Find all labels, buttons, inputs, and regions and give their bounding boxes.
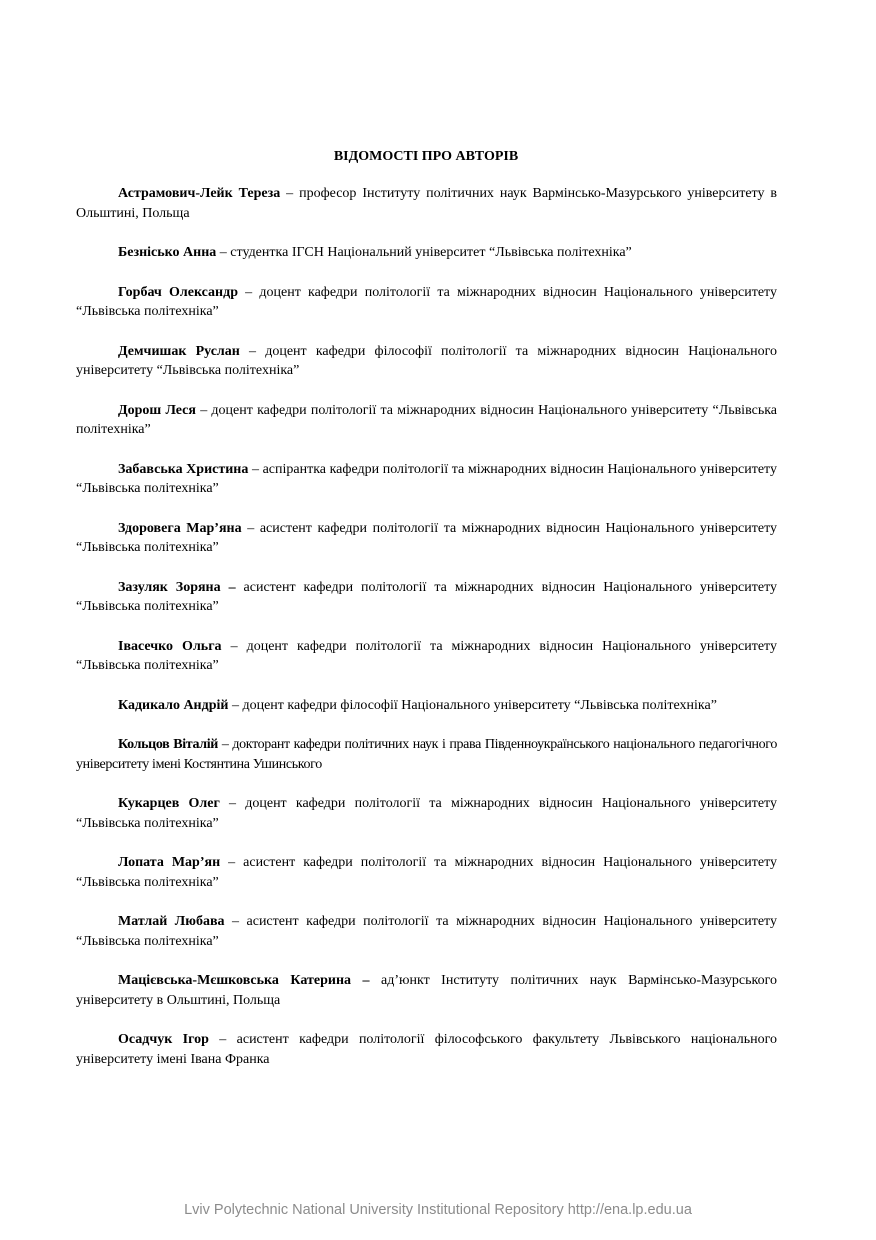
- author-description: асистент кафедри політології та міжнародних відносин Національного університету “Львівська політехніка”: [76, 579, 778, 614]
- author-name: Матлай Любава: [118, 914, 225, 929]
- separator: –: [221, 638, 247, 654]
- separator: [236, 580, 244, 595]
- separator: –: [208, 1032, 237, 1047]
- author-description: асистент кафедри політології та міжнародних відносин Національного університету “Львівська політехніка”: [76, 855, 778, 890]
- page-title: ВІДОМОСТІ ПРО АВТОРІВ: [333, 149, 519, 164]
- author-entry: [76, 696, 777, 716]
- author-name: Дорош Леся: [118, 402, 196, 418]
- author-entry: [76, 637, 777, 676]
- separator: –: [241, 520, 260, 536]
- author-entry: [76, 519, 777, 558]
- author-entry: [76, 283, 777, 322]
- author-entry: [76, 342, 777, 381]
- author-description: доцент кафедри політології та міжнародних відносин Національного університету “Львівська політехніка”: [76, 638, 777, 673]
- separator: –: [195, 402, 212, 418]
- author-name: Демчишак Руслан: [118, 343, 240, 359]
- author-name: Лопата Мар’ян: [118, 855, 221, 870]
- separator: –: [224, 914, 247, 929]
- author-name: Івасечко Ольга: [118, 638, 222, 654]
- authors-list: [76, 184, 777, 1089]
- author-entry: [76, 184, 777, 223]
- separator: –: [228, 697, 243, 713]
- author-description: студентка ІГСН Національний університет “Львівська політехніка”: [230, 245, 632, 260]
- author-entry: [76, 460, 777, 499]
- author-description: доцент кафедри політології та міжнародних відносин Національного університету “Львівська політехніка”: [76, 796, 777, 831]
- author-name: Горбач Олександр: [118, 284, 238, 300]
- author-name: Зазуляк Зоряна –: [118, 579, 236, 595]
- author-entry: [76, 243, 777, 263]
- author-description: асистент кафедри політології та міжнародних відносин Національного університету “Львівська політехніка”: [76, 520, 778, 555]
- author-description: професор Інституту політичних наук Вармінсько-Мазурського університету в Ольштині, Польща: [76, 186, 778, 221]
- separator: –: [239, 343, 266, 359]
- author-entry: [76, 578, 777, 617]
- author-name: Забавська Христина: [118, 461, 249, 477]
- author-name: Кадикало Андрій: [118, 697, 229, 713]
- separator: –: [248, 461, 263, 477]
- author-name: Кукарцев Олег: [118, 796, 220, 811]
- author-name: Осадчук Ігор: [118, 1032, 209, 1047]
- author-entry: [76, 794, 777, 833]
- separator: –: [280, 186, 300, 201]
- author-name: Астрамович-Лейк Тереза: [118, 186, 281, 201]
- author-description: докторант кафедри політичних наук і права Південноукраїнського національного педагогічного університету імені Костянтина Ушинського: [76, 737, 777, 772]
- author-entry: [76, 912, 777, 951]
- author-entry: [76, 401, 777, 440]
- author-description: асистент кафедри політології та міжнародних відносин Національного університету “Львівська політехніка”: [76, 914, 777, 949]
- author-entry: [76, 971, 777, 1010]
- author-name: Мацієвська-Мєшковська Катерина –: [118, 973, 370, 988]
- author-description: асистент кафедри політології філософського факультету Львівського національного університету імені Івана Франка: [76, 1032, 778, 1067]
- author-entry: [76, 735, 777, 774]
- separator: –: [219, 796, 246, 811]
- author-description: аспірантка кафедри політології та міжнародних відносин Національного університету “Львівська політехніка”: [76, 461, 777, 496]
- author-description: ад’юнкт Інституту політичних наук Вармінсько-Мазурського університету в Ольштині, Польща: [76, 973, 778, 1008]
- author-name: Безнісько Анна: [118, 245, 217, 260]
- separator: –: [237, 284, 260, 300]
- author-entry: [76, 853, 777, 892]
- author-description: доцент кафедри політології та міжнародних відносин Національного університету “Львівська політехніка”: [76, 402, 778, 437]
- author-description: доцент кафедри політології та міжнародних відносин Національного університету “Львівська політехніка”: [76, 284, 777, 319]
- author-entry: [76, 1030, 777, 1069]
- separator: –: [216, 245, 231, 260]
- author-description: доцент кафедри філософії Національного університету “Львівська політехніка”: [242, 697, 717, 713]
- separator: –: [217, 737, 233, 752]
- repository-footer: Lviv Polytechnic National University Institutional Repository http://ena.lp.edu.ua: [184, 1202, 692, 1218]
- separator: –: [220, 855, 244, 870]
- separator: [370, 973, 382, 988]
- author-name: Кольцов Віталій: [118, 737, 218, 752]
- author-description: доцент кафедри філософії політології та міжнародних відносин Національного університету “Львівська політехніка”: [76, 343, 777, 378]
- author-name: Здоровега Мар’яна: [118, 520, 242, 536]
